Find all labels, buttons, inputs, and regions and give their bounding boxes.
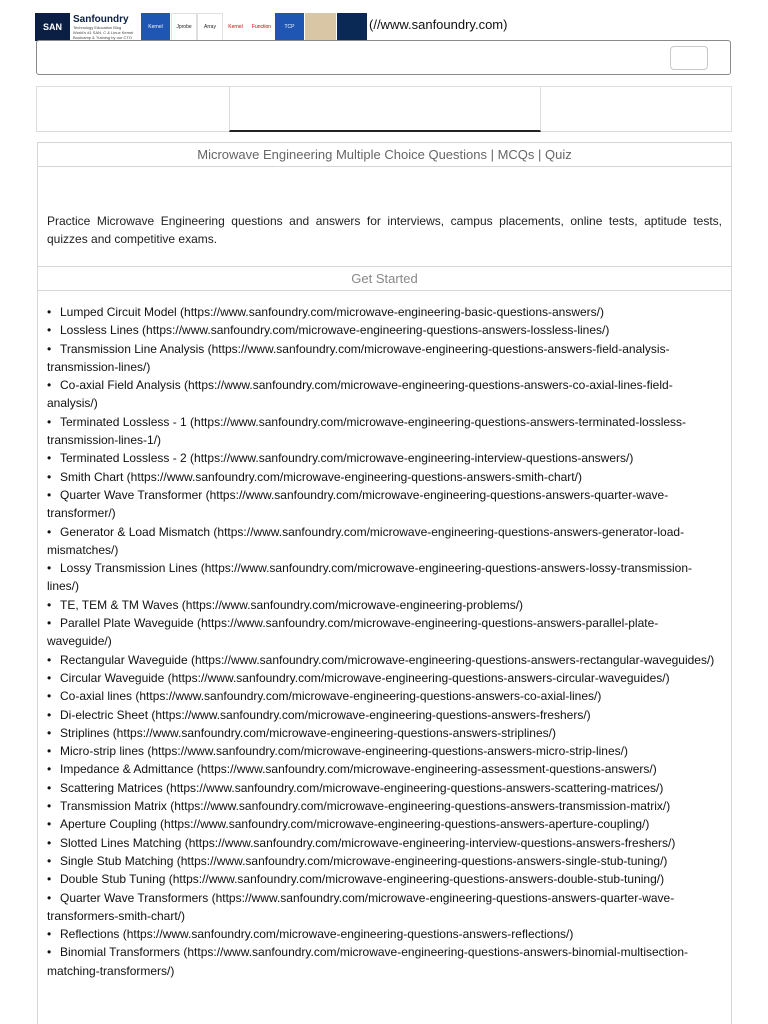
topic-list-item[interactable] [47,687,717,705]
topic-list-item[interactable] [47,815,717,833]
topic-link[interactable]: Impedance & Admittance (https://www.sanfoundry.com/microwave-engineering-assessment-questions-answers/) [60,762,657,777]
topic-link[interactable]: Slotted Lines Matching (https://www.sanfoundry.com/microwave-engineering-interview-questions-answers-freshers/) [60,835,676,850]
ad-slot[interactable] [229,86,541,132]
topic-list-item[interactable] [47,742,717,760]
home-link[interactable]: (//www.sanfoundry.com) [369,17,508,32]
instructor-photo [305,13,337,41]
banner-tile [223,13,249,41]
topic-link[interactable]: Reflections (https://www.sanfoundry.com/microwave-engineering-questions-answers-reflections/) [60,927,574,942]
topics-list [47,303,717,980]
intro-paragraph: Practice Microwave Engineering questions and answers for interviews, campus placements, online tests, aptitude tests, quizzes and competitive exams. [47,214,722,246]
topic-link[interactable]: Rectangular Waveguide (https://www.sanfoundry.com/microwave-engineering-questions-answers-rectangular-waveguides/) [60,652,715,667]
bullet-icon: • [47,707,52,722]
topic-link[interactable]: Circular Waveguide (https://www.sanfoundry.com/microwave-engineering-questions-answers-circular-waveguides/) [60,670,670,685]
topic-link[interactable]: Striplines (https://www.sanfoundry.com/microwave-engineering-questions-answers-striplines/) [60,725,556,740]
topic-list-item[interactable] [47,486,717,523]
topic-list-item[interactable] [47,321,717,339]
bullet-icon: • [47,414,52,429]
topic-link[interactable]: Lossy Transmission Lines (https://www.sanfoundry.com/microwave-engineering-questions-answers-lossy-transmission-lines/) [47,561,693,594]
topic-list-item[interactable] [47,834,717,852]
topic-link[interactable]: Micro-strip lines (https://www.sanfoundry.com/microwave-engineering-questions-answers-micro-strip-lines/) [60,744,628,759]
tile-label: Jprobe [176,24,192,30]
topic-list-item[interactable] [47,797,717,815]
topic-list-item[interactable] [47,870,717,888]
bullet-icon: • [47,780,52,795]
get-started-heading: Get Started [37,266,732,291]
topic-list-item[interactable] [47,614,717,651]
bullet-icon: • [47,378,52,393]
topic-list-item[interactable] [47,925,717,943]
banner-tile [141,13,171,41]
tile-label: Kernel [228,24,243,30]
tile-label: Function [251,24,272,30]
bullet-icon: • [47,652,52,667]
overlay-ad-block [218,960,549,988]
menu-toggle-button[interactable] [670,46,708,70]
topic-link[interactable]: Parallel Plate Waveguide (https://www.sanfoundry.com/microwave-engineering-questions-answers-parallel-plate-waveguide/) [47,616,659,649]
topic-link[interactable]: Lumped Circuit Model (https://www.sanfoundry.com/microwave-engineering-basic-questions-answers/) [60,305,605,319]
tile-label: Array [204,24,216,30]
topic-list-item[interactable] [47,413,717,450]
bullet-icon: • [47,817,52,832]
bullet-icon: • [47,890,52,905]
banner-tile [171,13,197,41]
bullet-icon: • [47,524,52,539]
brand-tagline: Technology Education Blog [73,24,122,30]
bullet-icon: • [47,872,52,887]
bullet-icon: • [47,689,52,704]
topic-link[interactable]: Transmission Line Analysis (https://www.sanfoundry.com/microwave-engineering-questions-answers-field-analysis-transmission-lines/) [47,341,670,374]
topic-link[interactable]: Quarter Wave Transformer (https://www.sanfoundry.com/microwave-engineering-questions-answers-quarter-wave-transformer/) [47,487,669,521]
bullet-icon: • [47,945,52,960]
sanfoundry-banner[interactable] [35,13,367,41]
bullet-icon: • [47,323,52,338]
logo-text: SAN [42,22,62,32]
bullet-icon: • [47,799,52,814]
topic-list-item[interactable] [47,779,717,797]
topic-link[interactable]: Co-axial Field Analysis (https://www.sanfoundry.com/microwave-engineering-questions-answers-co-axial-lines-field-analysis/) [47,378,673,411]
bullet-icon: • [47,487,52,502]
topic-list-item[interactable] [47,651,717,669]
topic-list-item[interactable] [47,468,717,486]
topic-list-item[interactable] [47,669,717,687]
bullet-icon: • [47,469,52,484]
topic-link[interactable]: Generator & Load Mismatch (https://www.sanfoundry.com/microwave-engineering-questions-answers-generator-load-mismatches/) [47,524,685,557]
bullet-icon: • [47,853,52,868]
bullet-icon: • [47,762,52,777]
topic-list-item[interactable] [47,852,717,870]
search-bar[interactable] [36,40,731,75]
topic-link[interactable]: Smith Chart (https://www.sanfoundry.com/microwave-engineering-questions-answers-smith-chart/) [60,469,582,484]
topic-list-item[interactable] [47,706,717,724]
brand-block [71,13,141,41]
bullet-icon: • [47,561,52,576]
brand-name: Sanfoundry [73,13,129,25]
bullet-icon: • [47,927,52,942]
topic-link[interactable]: Transmission Matrix (https://www.sanfoundry.com/microwave-engineering-questions-answers-transmission-matrix/) [60,799,671,814]
bullet-icon: • [47,835,52,850]
topic-link[interactable]: Co-axial lines (https://www.sanfoundry.com/microwave-engineering-questions-answers-co-axial-lines/) [60,689,602,704]
topic-list-item[interactable] [47,376,717,413]
topic-list-item[interactable] [47,724,717,742]
brand-sub: World's #1 SAN, C & Linux Kernel Bootcamp & Training by our CTO [73,29,134,40]
topic-link[interactable]: Aperture Coupling (https://www.sanfoundry.com/microwave-engineering-questions-answers-aperture-coupling/) [60,817,650,832]
bullet-icon: • [47,616,52,631]
topic-link[interactable]: Scattering Matrices (https://www.sanfoundry.com/microwave-engineering-questions-answers-scattering-matrices/) [60,780,664,795]
bullet-icon: • [47,670,52,685]
page-title: Microwave Engineering Multiple Choice Questions | MCQs | Quiz [37,142,732,167]
tile-label: Kernel [148,24,163,30]
topic-link[interactable]: Binomial Transformers (https://www.sanfoundry.com/microwave-engineering-questions-answers-binomial-multisection-matching-transformers/) [47,945,689,978]
banner-tile [197,13,223,41]
topic-link[interactable]: Double Stub Tuning (https://www.sanfoundry.com/microwave-engineering-questions-answers-double-stub-tuning/) [60,872,665,887]
topic-link[interactable]: Terminated Lossless - 2 (https://www.sanfoundry.com/microwave-engineering-interview-questions-answers/) [60,451,634,466]
banner-tile [275,13,305,41]
bullet-icon: • [47,451,52,466]
topic-list-item[interactable] [47,340,717,377]
topic-list-item[interactable] [47,523,717,560]
topic-link[interactable]: TE, TEM & TM Waves (https://www.sanfoundry.com/microwave-engineering-problems/) [60,597,524,612]
topic-link[interactable]: Lossless Lines (https://www.sanfoundry.com/microwave-engineering-questions-answers-lossless-lines/) [60,323,610,338]
topic-link[interactable]: Terminated Lossless - 1 (https://www.sanfoundry.com/microwave-engineering-questions-answers-terminated-lossless-transmission-lines-1/) [47,414,687,448]
bullet-icon: • [47,725,52,740]
banner-tile [249,13,275,41]
topic-list-item[interactable] [47,596,717,614]
bullet-icon: • [47,744,52,759]
topic-list-item[interactable] [47,303,717,321]
topic-link[interactable]: Quarter Wave Transformers (https://www.sanfoundry.com/microwave-engineering-questions-answers-quarter-wave-transformers-smith-chart/) [47,890,675,923]
topic-link[interactable]: Single Stub Matching (https://www.sanfoundry.com/microwave-engineering-questions-answers-single-stub-tuning/) [60,853,668,868]
tile-label: TCP [284,24,295,30]
bullet-icon: • [47,305,52,319]
topic-list-item[interactable] [47,889,717,926]
bullet-icon: • [47,341,52,356]
bullet-icon: • [47,597,52,612]
topic-link[interactable]: Di-electric Sheet (https://www.sanfoundry.com/microwave-engineering-questions-answers-freshers/) [60,707,591,722]
topic-list-item[interactable] [47,760,717,778]
topic-list-item[interactable] [47,559,717,596]
topic-list-item[interactable] [47,449,717,467]
san-logo [35,13,71,41]
